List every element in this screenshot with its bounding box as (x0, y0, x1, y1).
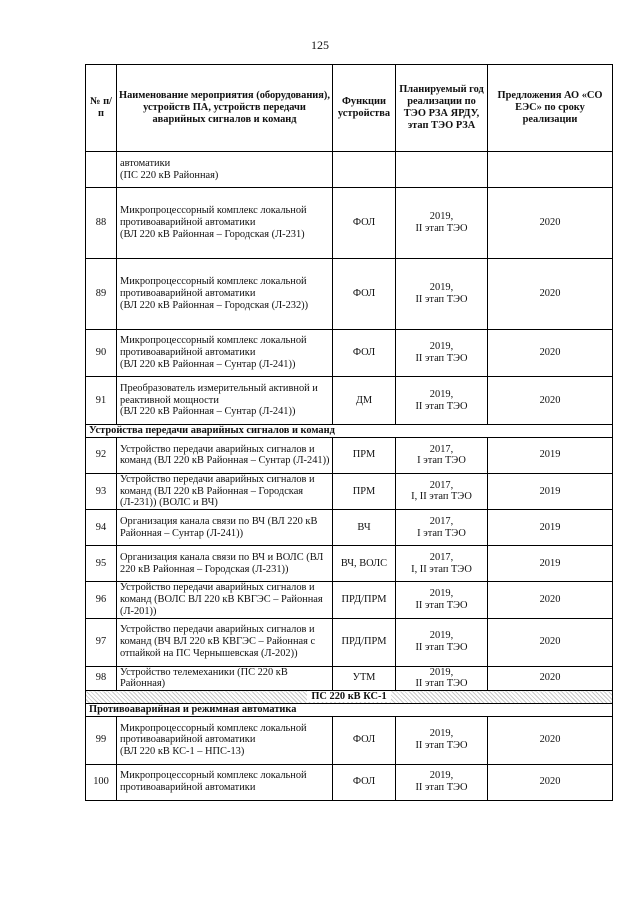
row-year: 2017, I этап ТЭО (396, 437, 488, 473)
substation-heading-row (86, 691, 613, 704)
row-name: Преобразователь измерительный активной и реактивной мощности (ВЛ 220 кВ Районная – Сунтар (Л-241)) (117, 377, 333, 425)
row-number: 92 (86, 437, 117, 473)
row-proposal: 2020 (488, 716, 613, 764)
row-proposal: 2019 (488, 437, 613, 473)
row-year: 2019, II этап ТЭО (396, 666, 488, 691)
row-number: 97 (86, 618, 117, 666)
row-function: ФОЛ (333, 716, 396, 764)
row-function: ПРМ (333, 473, 396, 509)
row-name: Устройство телемеханики (ПС 220 кВ Районная) (117, 666, 333, 691)
row-year: 2019, II этап ТЭО (396, 377, 488, 425)
row-name: Микропроцессорный комплекс локальной противоаварийной автоматики (117, 764, 333, 800)
row-number: 88 (86, 188, 117, 259)
row-function: ДМ (333, 377, 396, 425)
table-row (86, 510, 613, 546)
row-number: 91 (86, 377, 117, 425)
row-proposal: 2020 (488, 377, 613, 425)
header-name: Наименование мероприятия (оборудования), устройств ПА, устройств передачи аварийных сигналов и команд (117, 65, 333, 152)
row-year: 2017, I, II этап ТЭО (396, 473, 488, 509)
row-function: ВЧ, ВОЛС (333, 546, 396, 582)
table-row (86, 546, 613, 582)
table-row (86, 582, 613, 618)
section-heading: Устройства передачи аварийных сигналов и команд (86, 425, 613, 438)
table-row (86, 473, 613, 509)
row-name: Организация канала связи по ВЧ (ВЛ 220 кВ Районная – Сунтар (Л-241)) (117, 510, 333, 546)
substation-heading: ПС 220 кВ КС-1 (307, 691, 390, 702)
page-number: 125 (311, 38, 329, 52)
row-number: 98 (86, 666, 117, 691)
row-year: 2019, II этап ТЭО (396, 259, 488, 330)
row-year: 2019, II этап ТЭО (396, 764, 488, 800)
row-name: Микропроцессорный комплекс локальной противоаварийной автоматики (ВЛ 220 кВ Районная – Городская (Л-232)) (117, 259, 333, 330)
row-name: автоматики (ПС 220 кВ Районная) (117, 152, 333, 188)
table-row (86, 666, 613, 691)
row-proposal: 2020 (488, 618, 613, 666)
table-row (86, 259, 613, 330)
row-number: 96 (86, 582, 117, 618)
row-function: ВЧ (333, 510, 396, 546)
row-name: Организация канала связи по ВЧ и ВОЛС (ВЛ 220 кВ Районная – Городская (Л-231)) (117, 546, 333, 582)
table-row (86, 152, 613, 188)
table-row (86, 377, 613, 425)
row-function: ФОЛ (333, 764, 396, 800)
section-heading-row (86, 425, 613, 438)
row-year: 2019, II этап ТЭО (396, 716, 488, 764)
row-number: 99 (86, 716, 117, 764)
row-year: 2019, II этап ТЭО (396, 188, 488, 259)
header-year: Планируемый год реализации по ТЭО РЗА ЯРДУ, этап ТЭО РЗА (396, 65, 488, 152)
row-proposal: 2019 (488, 546, 613, 582)
row-number: 93 (86, 473, 117, 509)
table-row (86, 330, 613, 377)
row-proposal: 2019 (488, 473, 613, 509)
row-number: 90 (86, 330, 117, 377)
row-proposal: 2020 (488, 330, 613, 377)
table-row (86, 618, 613, 666)
header-num: № п/п (86, 65, 117, 152)
row-year: 2019, II этап ТЭО (396, 582, 488, 618)
row-number: 94 (86, 510, 117, 546)
table-row (86, 437, 613, 473)
table-header-row (86, 65, 613, 152)
row-proposal: 2020 (488, 188, 613, 259)
row-name: Устройство передачи аварийных сигналов и команд (ВЧ ВЛ 220 кВ КВГЭС – Районная с отпайкой на ПС Чернышевская (Л-202)) (117, 618, 333, 666)
row-function: УТМ (333, 666, 396, 691)
row-number: 95 (86, 546, 117, 582)
header-function: Функции устройства (333, 65, 396, 152)
table-row (86, 188, 613, 259)
row-function: ПРД/ПРМ (333, 582, 396, 618)
row-function: ФОЛ (333, 188, 396, 259)
section-heading-row (86, 703, 613, 716)
row-function: ПРД/ПРМ (333, 618, 396, 666)
row-name: Устройство передачи аварийных сигналов и команд (ВОЛС ВЛ 220 кВ КВГЭС – Районная (Л-201)) (117, 582, 333, 618)
row-proposal: 2020 (488, 582, 613, 618)
row-proposal: 2020 (488, 259, 613, 330)
row-function: ПРМ (333, 437, 396, 473)
row-name: Микропроцессорный комплекс локальной противоаварийной автоматики (ВЛ 220 кВ Районная – Сунтар (Л-241)) (117, 330, 333, 377)
table-row (86, 764, 613, 800)
row-proposal: 2019 (488, 510, 613, 546)
row-number: 89 (86, 259, 117, 330)
row-year: 2019, II этап ТЭО (396, 330, 488, 377)
header-proposal: Предложения АО «СО ЕЭС» по сроку реализации (488, 65, 613, 152)
row-name: Микропроцессорный комплекс локальной противоаварийной автоматики (ВЛ 220 кВ КС-1 – НПС-13) (117, 716, 333, 764)
row-name: Устройство передачи аварийных сигналов и команд (ВЛ 220 кВ Районная – Городская (Л-231)) (ВОЛС и ВЧ) (117, 473, 333, 509)
row-year: 2019, II этап ТЭО (396, 618, 488, 666)
section-heading: Противоаварийная и режимная автоматика (86, 703, 613, 716)
row-name: Устройство передачи аварийных сигналов и команд (ВЛ 220 кВ Районная – Сунтар (Л-241)) (117, 437, 333, 473)
row-proposal: 2020 (488, 666, 613, 691)
row-proposal: 2020 (488, 764, 613, 800)
measures-table (85, 64, 613, 801)
row-number: 100 (86, 764, 117, 800)
row-name: Микропроцессорный комплекс локальной противоаварийной автоматики (ВЛ 220 кВ Районная – Городская (Л-231) (117, 188, 333, 259)
row-function: ФОЛ (333, 259, 396, 330)
table-row (86, 716, 613, 764)
row-year: 2017, I этап ТЭО (396, 510, 488, 546)
row-year: 2017, I, II этап ТЭО (396, 546, 488, 582)
row-function: ФОЛ (333, 330, 396, 377)
